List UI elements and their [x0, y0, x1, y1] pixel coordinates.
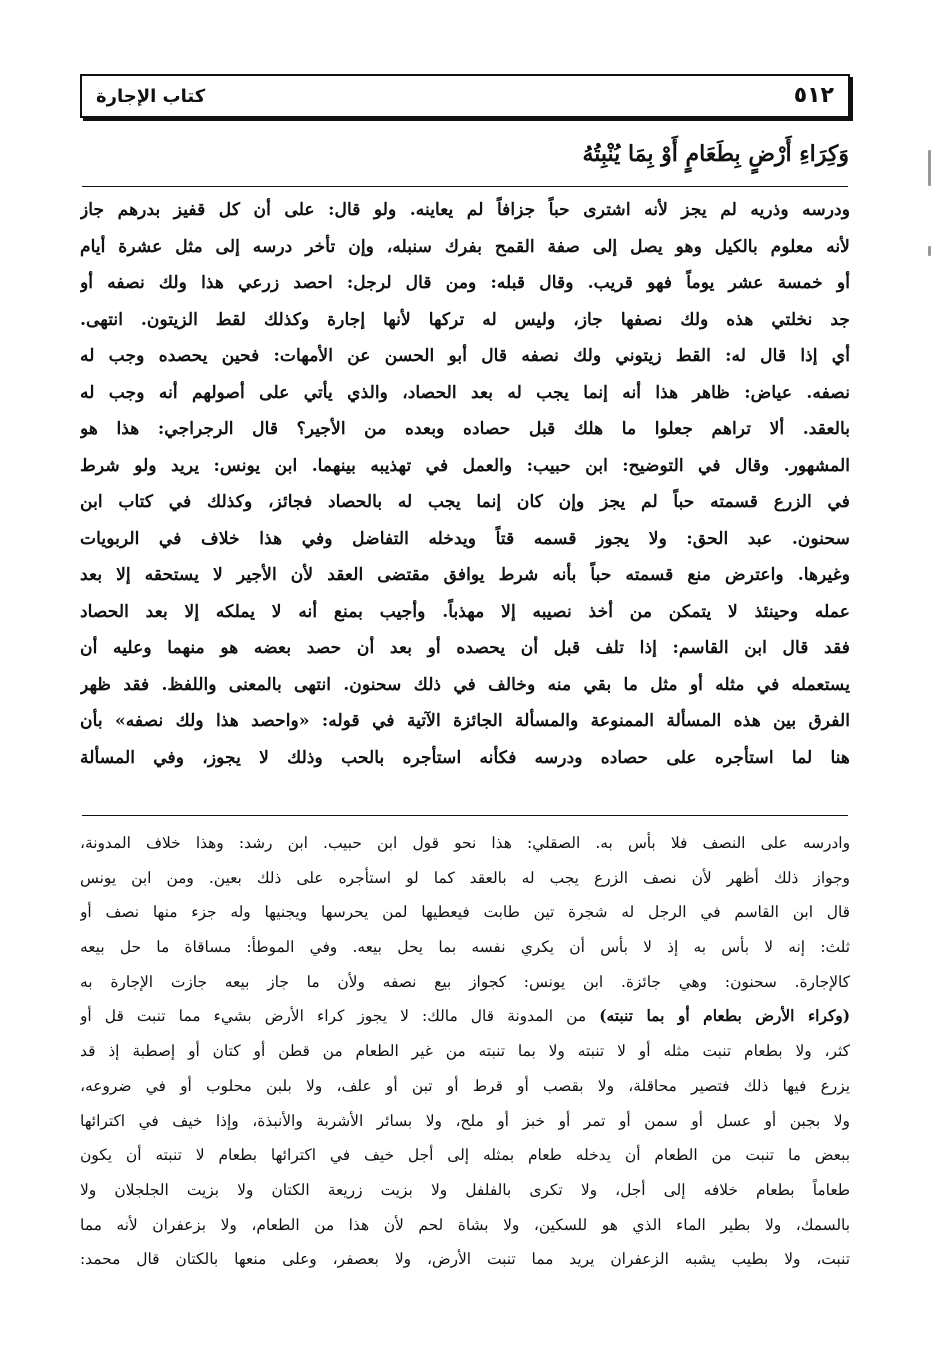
- footnote-line: وجواز ذلك أظهر لأن نصف الزرع يجب له بالعقد كما لو استأجره على ذلك بعين. ومن ابن يونس: [80, 868, 850, 887]
- footnote-line: وادرسه على النصف فلا بأس به. الصقلي: هذا نحو قول ابن حبيب. ابن رشد: وهذا خلاف المدونة،: [80, 834, 850, 852]
- footnote-line-rest: من المدونة قال مالك: لا يجوز كراء الأرض بشيء مما تنبت قل أو: [80, 1007, 587, 1026]
- footnote-line: تنبت، ولا بطيب يشبه الزعفران يريد مما تنبت الأرض، ولا بعصفر، وعلى منعها بالكتان قال محمد:: [80, 1250, 850, 1269]
- footnote-line: ببعض ما تنبت من الطعام أن يدخله طعام بمثله إلى أجل خيف في اكترائها بطعام لا تنبته أن يكون: [80, 1146, 850, 1165]
- footnote-line: كالإجارة. سحنون: وهي جائزة. ابن يونس: كجواز بيع نصفه ولأن ما جاز بيعه جازت الإجارة به: [80, 972, 850, 991]
- top-divider: [82, 186, 848, 187]
- footnote-divider: [82, 815, 848, 816]
- commentary-line: الفرق بين هذه المسألة الممنوعة والمسألة الجائزة الآتية في قوله: «واحصد هذا ولك نصفه» بأن: [80, 711, 850, 731]
- commentary-line: فقد قال ابن القاسم: إذا تلف قبل أن يحصده أو بعد أن حصد بعضه هو منهما وعليه أن: [80, 638, 850, 658]
- footnotes-body: [80, 826, 850, 1277]
- commentary-line: لأنه معلوم بالكيل وهو يصل إلى صفة القمح بفرك سنبله، وإن تأخر درسه إلى مثل عشرة أيام: [80, 236, 850, 257]
- matn-text: وَكِرَاءِ أَرْضٍ بِطَعَامٍ أَوْ بِمَا يُنْبِتُهُ: [582, 141, 849, 167]
- commentary-line: نصفه. عياض: ظاهر هذا أنه إنما يجب له بعد الحصاد، والذي يأتي على أصولهم أنه وجب له: [80, 382, 850, 403]
- commentary-line: أو خمسة عشر يوماً فهو قريب. وقال قبله: ومن قال لرجل: احصد زرعي هذا ولك نصفه أو: [80, 273, 850, 293]
- footnote-line: [80, 999, 850, 1034]
- scan-margin-mark: [928, 246, 931, 256]
- commentary-line: في الزرع قسمته حباً لم يجز وإن كان إنما يجب له بالحصاد فجائز، وكذلك في كتاب ابن: [80, 492, 850, 512]
- commentary-line: المشهور. وقال في التوضيح: ابن حبيب: والعمل في تهذيبه بينهما. ابن يونس: يريد ولو شرط: [80, 455, 850, 476]
- commentary-line: عمله وحينئذ لا يتمكن من أخذ نصيبه إلا مهذباً. وأجيب بمنع أنه لا يملكه إلا بعد الحصاد: [80, 601, 850, 622]
- commentary-line: أي إذا قال له: القط زيتوني ولك نصفه قال أبو الحسن عن الأمهات: فحين يحصده وجب له: [80, 346, 850, 366]
- page-number: ٥١٢: [793, 83, 834, 108]
- commentary-line: بالعقد. ألا تراهم جعلوا ما هلك قبل حصاده وبعده من الأجير؟ قال الرجراجي: هذا هو: [80, 419, 850, 439]
- footnote-line: قال ابن القاسم في الرجل له شجرة تين طابت فيعطيها لمن يحرسها ويجنيها وله جزء منها نصف أو: [80, 903, 850, 922]
- footnote-line: طعاماً بطعام خلافه إلى أجل، ولا تكرى بالفلفل ولا بزيت زريعة الكتان ولا بزيت الجلجلان ولا: [80, 1180, 850, 1199]
- footnote-line: كثر، ولا بطعام تنبت مثله أو لا تنبته ولا بما تنبته من غير الطعام من قطن أو كتان أو إصطبة إذ قد: [80, 1042, 850, 1061]
- book-title: كتاب الإجارة: [96, 86, 206, 107]
- footnote-line: ولا بجبن أو عسل أو سمن أو تمر أو خبز أو ملح، ولا بسائر الأشربة والأنبذة، وإذا خيف في اكترائها: [80, 1111, 850, 1130]
- footnote-bold-heading: (وكراء الأرض بطعام أو بما تنبته): [599, 1007, 850, 1026]
- commentary-line: هنا لما استأجره على حصاده ودرسه فكأنه استأجره بالحب وذلك لا يجوز، وفي المسألة: [80, 747, 850, 768]
- scan-margin-mark: [928, 150, 931, 186]
- footnote-line: بالسمك، ولا بطير الماء الذي هو للسكين، ولا بشاة لحم لأن هذا من الطعام، ولا بزعفران لأنه مما: [80, 1215, 850, 1234]
- commentary-line: سحنون. عبد الحق: ولا يجوز قسمه قتاً ويدخله التفاضل وفي هذا خلاف في الربويات: [80, 528, 850, 549]
- commentary-line: وغيرها. واعترض منع قسمته حباً بأنه شرط يوافق مقتضى العقد لأن الأجير لا يستحقه إلا بعد: [80, 565, 850, 585]
- commentary-line: ودرسه وذريه لم يجز لأنه اشترى حباً جزافاً لم يعاينه. ولو قال: على أن كل قفيز بدرهم جاز: [80, 200, 850, 220]
- footnote-line: يزرع فيها ذلك فتصير محاقلة، ولا بقصب أو قرط أو تبن أو علف، ولا بلبن محلوب أو في ضروعه،: [80, 1076, 850, 1095]
- running-header: [80, 74, 850, 118]
- commentary-line: يستعمله في مثله أو مثل ما بقي منه وخالف في ذلك سحنون. انتهى بالمعنى واللفظ. فقد ظهر: [80, 674, 850, 695]
- commentary-body: [80, 192, 850, 776]
- commentary-line: جد نخلتي هذه ولك نصفها جاز، وليس له تركها لأنها إجارة وكذلك لقط الزيتون. انتهى.: [80, 309, 850, 330]
- footnote-line: ثلث: إنه لا بأس به إذ لا بأس أن يكري نفسه بما يحل بيعه. وفي الموطأ: مساقاة ما حل بيعه: [80, 938, 850, 957]
